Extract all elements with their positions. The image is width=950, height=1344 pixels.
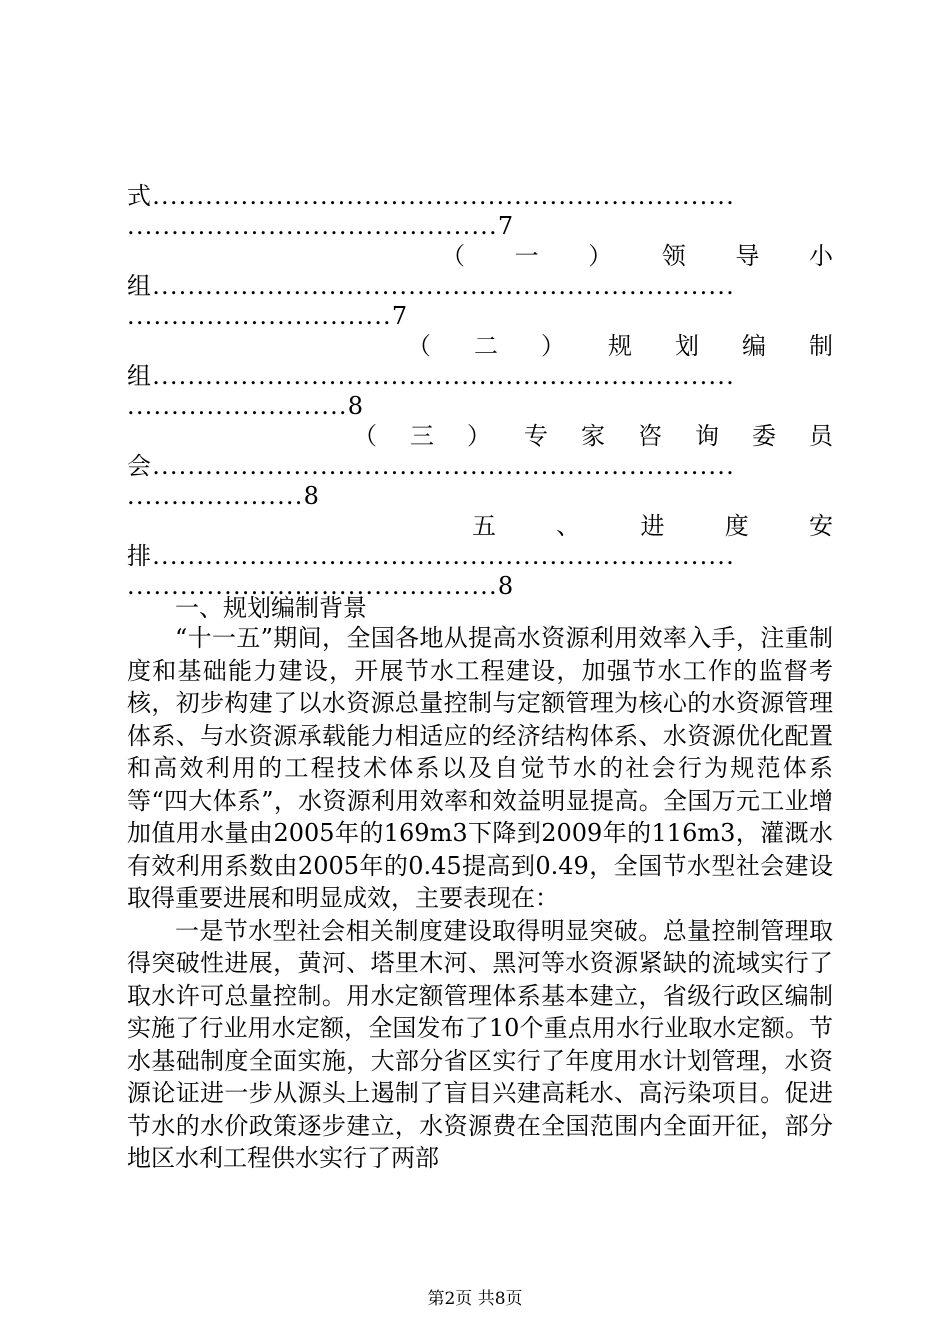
page-footer: 第2页 共8页	[427, 1289, 523, 1309]
toc-entry-1-line1: 组..................................................................	[127, 272, 735, 300]
section-heading: 一、规划编制背景	[175, 594, 367, 622]
paragraph-1: “十一五”期间，全国各地从提高水资源利用效率入手，注重制度和基础能力建设，开展节水工程建设，加强节水工作的监督考核，初步构建了以水资源总量控制与定额管理为核心的水资源管理体系、与水资源承载能力相适应的经济结构体系、水资源优化配置和高效利用的工程技术体系以及自觉节水的社会行为规范体系等“四大体系”，水资源利用效率和效益明显提高。全国万元工业增加值用水量由2005年的169m3下降到2009年的116m3，灌溉水有效利用系数由2005年的0.45提高到0.49，全国节水型社会建设取得重要进展和明显成效，主要表现在：	[127, 624, 833, 912]
toc-entry-0-line1: 式..................................................................	[127, 182, 735, 210]
toc-entry-2-heading: （ 二 ） 规 划 编 制	[407, 332, 833, 360]
toc-entry-2-line2: .........................8	[127, 392, 365, 420]
paragraph-2: 一是节水型社会相关制度建设取得明显突破。总量控制管理取得突破性进展，黄河、塔里木河、黑河等水资源紧缺的流域实行了取水许可总量控制。用水定额管理体系基本建立，省级行政区编制实施了行业用水定额，全国发布了10个重点用水行业取水定额。节水基础制度全面实施，大部分省区实行了年度用水计划管理，水资源论证进一步从源头上遏制了盲目兴建高耗水、高污染项目。促进节水的水价政策逐步建立，水资源费在全国范围内全面开征，部分地区水利工程供水实行了两部	[127, 916, 833, 1172]
toc-entry-4-heading: 五 、 进 度 安	[472, 512, 833, 540]
toc-entry-3-heading: （ 三 ） 专 家 咨 询 委 员	[353, 422, 833, 450]
toc-entry-4-line2: ..........................................8	[127, 572, 515, 600]
toc-entry-3-line1: 会..................................................................	[127, 452, 735, 480]
toc-entry-4-line1: 排..................................................................	[127, 542, 735, 570]
toc-entry-3-line2: ....................8	[127, 482, 321, 510]
body-text	[127, 622, 833, 1175]
toc-entry-2-line1: 组..................................................................	[127, 362, 735, 390]
toc-entry-1-heading: （ 一 ） 领 导 小	[441, 242, 833, 270]
toc-entry-1-line2: ..............................7	[127, 302, 409, 330]
toc-entry-0-line2: ..........................................7	[127, 212, 515, 240]
